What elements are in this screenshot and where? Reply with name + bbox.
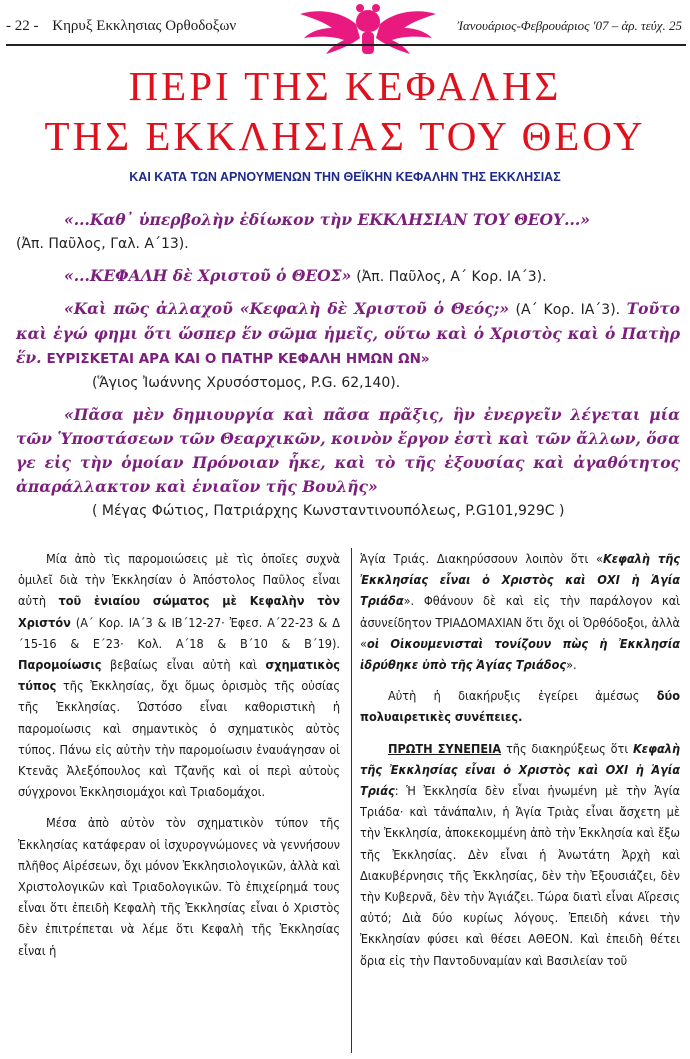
publication-name: Κηρυξ Εκκλησιας Ορθοδοξων — [52, 18, 237, 34]
column-divider — [351, 548, 352, 1053]
quote-3-caps: ΕΥΡΙΣΚΕΤΑΙ ΑΡΑ ΚΑΙ Ο ΠΑΤΗΡ ΚΕΦΑΛΗ ΗΜΩΝ ΩΝ» — [46, 351, 430, 367]
text-run: τῆς Ἐκκλησίας, ὄχι ὅμως ὁρισμὸς τῆς οὐσίας τῆς Ἐκκλησίας. Ὡστόσο εἶναι καθοριστικὴ ἡ παρομοίωσις καὶ σημαντικὸς ὁ σχηματικὸς αὐτὸς τύπος. Πάνω εἰς αὐτὴν τὴν παρομοίωσιν ἐναυάγησαν οἱ Κτενᾶς Ἀλεξόπουλος καὶ Τζανῆς καὶ οἱ περὶ αὐτοὺς σύγχρονοι Ἐκκλησιομάχοι καὶ Τριαδομάχοι. — [18, 678, 340, 800]
double-headed-eagle-icon — [298, 2, 438, 58]
text-run: (Α´ Κορ. ΙΑ´3 & ΙΒ´12-27· Ἐφεσ. Α´22-23 & Δ´15-16 & Ε´23· Κολ. Α´18 & Β´10 & Β´19). — [18, 614, 340, 651]
quote-1-source: (Ἀπ. Παῦλος, Γαλ. Α´13). — [16, 236, 189, 252]
quote-1-text: «...Καθ᾽ ὑπερβολὴν ἐδίωκον τὴν ΕΚΚΛΗΣΙΑΝ ΤΟΥ ΘΕΟΥ...» — [64, 210, 590, 229]
quote-3-source-a: (Α´ Κορ. ΙΑ´3). — [515, 302, 621, 318]
page-header — [6, 8, 686, 48]
article-title-line-2: ΤΗΣ ΕΚΚΛΗΣΙΑΣ ΤΟΥ ΘΕΟΥ — [44, 113, 646, 159]
quote-2-text: «...ΚΕΦΑΛΗ δὲ Χριστοῦ ὁ ΘΕΟΣ» — [64, 266, 352, 285]
left-paragraph-1 — [18, 548, 340, 802]
right-paragraph-2 — [360, 685, 680, 727]
article-body — [18, 548, 678, 1053]
quote-4-source: ( Μέγας Φώτιος, Πατριάρχης Κωνσταντινουπόλεως, P.G101,929C ) — [92, 503, 565, 519]
text-run: τῆς διακηρύξεως ὅτι — [505, 740, 629, 756]
text-run: Μία ἀπὸ τὶς παρομοιώσεις μὲ τὶς ὁποῖες συχνὰ ὁμιλεῖ διὰ τὴν Ἐκκλησίαν ὁ Ἀπόστολος Παῦλος εἶναι αὐτὴ — [18, 551, 340, 609]
page-number: - 22 - — [6, 18, 39, 34]
quote-4-text: «Πᾶσα μὲν δημιουργία καὶ πᾶσα πρᾶξις, ἣν ἐνεργεῖν λέγεται μία τῶν Ὑποστάσεων τῶν Θεαρχικῶν, κοινὸν ἔργον ἐστὶ καὶ τῶν ἄλλων, ὅσα γε εἰς τὴν ὁμοίαν Πρόνοιαν ἧκε, καὶ τὸ τῆς ἐξουσίας καὶ ἀγαθότητος ἀπαράλλακτον καὶ ἑνιαῖον τῆς Βουλῆς» — [16, 405, 680, 496]
bold-italic-run: οἱ Οἰκουμενισταὶ τονίζουν πὼς ἡ Ἐκκλησία ἱδρύθηκε ὑπὸ τῆς Ἁγίας Τριάδος — [360, 635, 680, 673]
text-run: ». — [566, 657, 577, 673]
article-title-line-1: ΠΕΡΙ ΤΗΣ ΚΕΦΑΛΗΣ — [128, 63, 562, 109]
bold-italic-run: Κεφαλὴ τῆς Ἐκκλησίας εἶναι ὁ Χριστὸς καὶ ΟΧΙ ἡ Ἁγία Τριάς — [360, 740, 680, 799]
bold-run: σχηματικὸς τύπος — [18, 657, 340, 694]
header-left — [6, 18, 236, 35]
bold-run: δύο πολυαιρετικὲς συνέπειες. — [360, 688, 680, 725]
quote-3-source-b: (Ἅγιος Ἰωάννης Χρυσόστομος, P.G. 62,140). — [92, 375, 401, 391]
issue-info: Ἰανουάριος-Φεβρουάριος '07 – ἀρ. τεύχ. 25 — [457, 18, 682, 33]
left-column — [18, 548, 340, 1053]
header-rule — [6, 44, 686, 46]
quote-3-text: «Καὶ πῶς ἀλλαχοῦ «Κεφαλὴ δὲ Χριστοῦ ὁ Θεός;» — [64, 299, 510, 318]
epigraph-quotes — [16, 208, 680, 531]
bold-italic-run: Κεφαλὴ τῆς Ἐκκλησίας εἶναι ὁ Χριστὸς καὶ ΟΧΙ ἡ Ἁγία Τριάδα — [360, 551, 680, 609]
bold-run: τοῦ ἑνιαίου σώματος μὲ Κεφαλὴν τὸν Χριστόν — [18, 593, 340, 630]
text-run: : Ἡ Ἐκκλησία δὲν εἶναι ἡνωμένη μὲ τὴν Ἁγία Τριάδα· καὶ τἀνάπαλιν, ἡ Ἁγία Τριὰς εἶναι ἄσχετη μὲ τὴν Ἐκκλησία, ἀποκεκομμένη ἀπὸ τὴν Ἐκκλησία καὶ ἔξω τῆς Ἐκκλησίας. Δὲν εἶναι ἡ Ἀνωτάτη Ἀρχὴ καὶ Διακυβέρνησις τῆς Ἐκκλησίας, δὲν τὴν Ἐξουσιάζει, δὲν τὴν Κυβερνᾶ, δὲν τὴν Ἁγιάζει. Τώρα διατὶ εἶναι Αἵρεσις αὐτό; Διὰ δύο κυρίως λόγους. Ἐπειδὴ κάνει τὴν Ἐκκλησίαν φύσει καὶ θέσει ΑΘΕΟΝ. Καὶ ἐπειδὴ θέτει ὅρια εἰς τὴν Παντοδυναμίαν καὶ Βασιλείαν τοῦ — [360, 783, 680, 968]
quote-3-text-2: Τοῦτο καὶ ἐγώ φημι ὅτι ὥσπερ ἕν σῶμα ἡμεῖς, οὕτω καὶ ὁ Χριστὸς καὶ ὁ Πατὴρ ἕν. — [16, 299, 680, 367]
quote-2-source: (Ἀπ. Παῦλος, Α´ Κορ. ΙΑ´3). — [356, 269, 547, 285]
right-paragraph-1 — [360, 548, 680, 675]
article-subtitle: ΚΑΙ ΚΑΤΑ ΤΩΝ ΑΡΝΟΥΜΕΝΩΝ ΤΗΝ ΘΕΪΚΗΝ ΚΕΦΑΛΗΝ ΤΗΣ ΕΚΚΛΗΣΙΑΣ — [129, 170, 561, 184]
bold-run: Παρομοίωσις — [18, 657, 102, 673]
quote-4 — [16, 403, 680, 523]
text-run: Ἁγία Τριάς. Διακηρύσσουν λοιπὸν ὅτι « — [360, 551, 603, 566]
right-column — [360, 548, 680, 1053]
quote-2 — [16, 264, 680, 289]
quote-3 — [16, 297, 680, 395]
quote-1 — [16, 208, 680, 256]
left-paragraph-2: Μέσα ἀπὸ αὐτὸν τὸν σχηματικὸν τύπον τῆς Ἐκκλησίας κατάφεραν οἱ ἰσχυρογνώμονες νὰ γεννήσουν πλῆθος Αἱρέσεων, ὄχι μόνον Ἐκκλησιολογικῶν, ἀλλὰ καὶ Χριστολογικῶν καὶ Τριαδολογικῶν. Τὸ ἐπιχείρημά τους εἶναι ὅτι ἐπειδὴ Κεφαλὴ τῆς Ἐκκλησίας εἶναι ὁ Χριστὸς δὲν ἐπιτρέπεται νὰ λέμε ὅτι Κεφαλὴ τῆς Ἐκκλησίας εἶναι ἡ — [18, 815, 340, 958]
text-run: βεβαίως εἶναι αὐτὴ καὶ — [109, 657, 257, 673]
section-heading: ΠΡΩΤΗ ΣΥΝΕΠΕΙΑ — [388, 740, 502, 756]
right-paragraph-3 — [360, 738, 680, 971]
text-run: Αὐτὴ ἡ διακήρυξις ἐγείρει ἀμέσως — [388, 688, 640, 704]
text-run: ». Φθάνουν δὲ καὶ εἰς τὴν παράλογον καὶ ἀσυνείδητον ΤΡΙΑΔΟΜΑΧΙΑΝ ὅτι ὄχι οἱ Ὀρθόδοξοι, ἀλλὰ « — [360, 593, 680, 651]
